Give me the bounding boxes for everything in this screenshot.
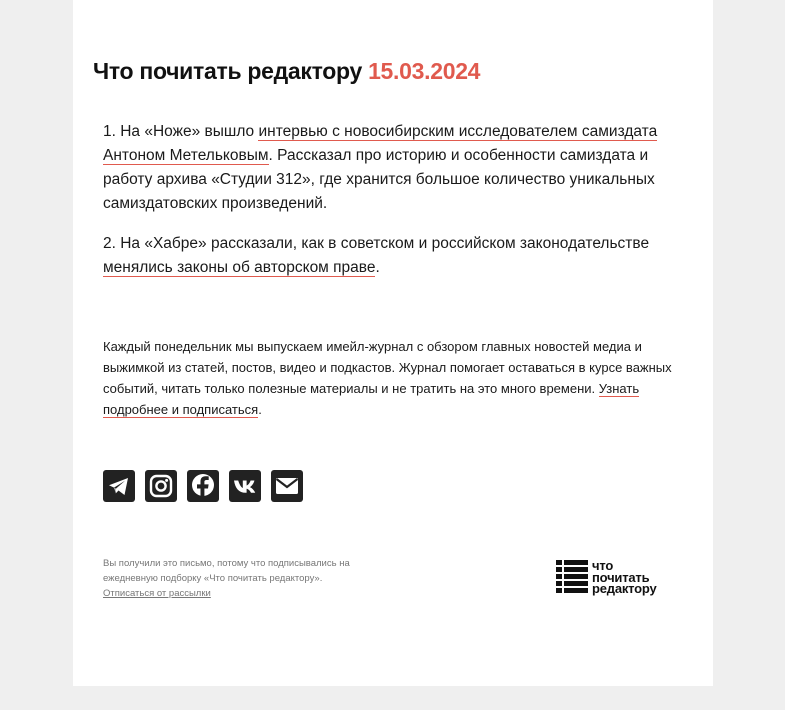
email-icon[interactable]: [271, 470, 303, 502]
news-item-1-prefix: 1. На «Ноже» вышло: [103, 123, 259, 140]
social-links: [103, 470, 303, 502]
news-item-1-suffix: . Рассказал про историю и особенности самиздата и работу архива «Студии 312», где хранится большое количество уникальных самиздатовских произведений.: [103, 147, 655, 212]
instagram-icon[interactable]: [145, 470, 177, 502]
issue-date: 15.03.2024: [368, 58, 481, 84]
facebook-icon[interactable]: [187, 470, 219, 502]
telegram-icon[interactable]: [103, 470, 135, 502]
subscribe-link[interactable]: Узнать подробнее и подписаться: [103, 381, 640, 417]
news-item-2-suffix: .: [375, 259, 380, 276]
logo-line-1: что: [592, 558, 614, 573]
about-text: [103, 336, 693, 420]
logo-line-3: редактору: [592, 581, 657, 596]
news-item-2-link[interactable]: менялись законы об авторском праве: [103, 259, 376, 276]
about-suffix: .: [258, 402, 262, 417]
logo-wordmark: [592, 560, 657, 595]
about-description: Каждый понедельник мы выпускаем имейл-журнал с обзором главных новостей медиа и выжимкой из статей, постов, видео и подкастов. Журнал помогает оставаться в курсе важных событий, читать только полезные материалы и не тратить на это много времени.: [103, 339, 672, 396]
news-item-1: [103, 120, 693, 216]
news-item-1-link[interactable]: интервью с новосибирским исследователем самиздата Антоном Метельковым: [103, 123, 658, 164]
brand-logo: [556, 560, 657, 595]
footer-note: [103, 556, 393, 601]
news-item-2: [103, 232, 693, 280]
email-card: [73, 0, 713, 686]
logo-line-2: почитать: [592, 569, 650, 585]
logo-bars-icon: [556, 560, 588, 594]
news-item-2-prefix: 2. На «Хабре» рассказали, как в советском и российском законодательстве: [103, 235, 650, 252]
footer-reason: Вы получили это письмо, потому что подписывались на ежедневную подборку «Что почитать редактору».: [103, 558, 350, 584]
news-list: [103, 120, 693, 296]
unsubscribe-link[interactable]: Отписаться от рассылки: [103, 588, 211, 599]
title-text: Что почитать редактору: [93, 58, 362, 84]
vk-icon[interactable]: [229, 470, 261, 502]
page-title: [93, 58, 480, 85]
